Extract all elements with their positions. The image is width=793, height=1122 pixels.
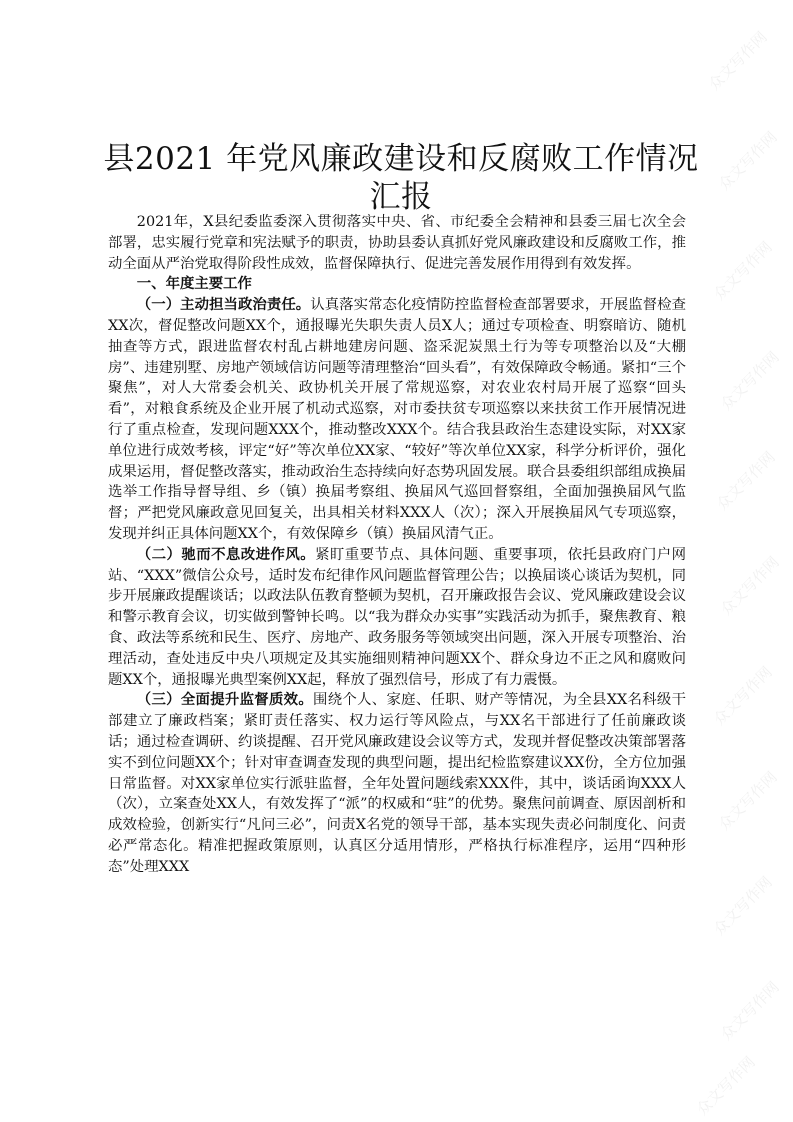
subsection-3-heading: （三）全面提升监督质效。 [136,691,314,709]
watermark-stamp: 众文写作网 [709,662,776,729]
subsection-2-heading: （二）驰而不息改进作风。 [136,545,316,563]
document-title: 县2021 年党风廉政建设和反腐败工作情况汇报 [103,141,699,215]
subsection-3 [108,690,686,877]
watermark-stamp: 众文写作网 [716,977,783,1044]
subsection-2 [108,545,686,691]
watermark-stamp: 众文写作网 [704,27,771,94]
subsection-1-text: 认真落实常态化疫情防控监督检查部署要求，开展监督检查XX次，督促整改问题XX个，通报曝光失职失责人员X人；通过专项检查、明察暗访、随机抽查等方式，跟进监督农村乱占耕地建房问题、盗采泥炭黑土行为等专项整治以及“大棚房”、违建别墅、房地产领域信访问题等清理整治“回头看”，有效保障政令畅通。紧扣“三个聚焦”，对人大常委会机关、政协机关开展了常规巡察，对农业农村局开展了巡察“回头看”，对粮食系统及企业开展了机动式巡察，对市委扶贫专项巡察以来扶贫工作开展情况进行了重点检查，发现问题XXX个，推动整改XXX个。结合我县政治生态建设实际，对XX家单位进行成效考核，评定“好”等次单位XX家、“较好”等次单位XX家，科学分析评价，强化成果运用，督促整改落实，推动政治生态持续向好态势巩固发展。联合县委组织部组成换届选举工作指导督导组、乡（镇）换届考察组、换届风气巡回督察组，全面加强换届风气监督；严把党风廉政意见回复关，出具相关材料XXX人（次）；深入开展换届风气专项巡察，发现并纠正具体问题XX个，有效保障乡（镇）换届风清气正。 [108,297,686,542]
subsection-3-text: 围绕个人、家庭、任职、财产等情况，为全县XX名科级干部建立了廉政档案；紧盯责任落实、权力运行等风险点，与XX名干部进行了任前廉政谈话；通过检查调研、约谈提醒、召开党风廉政建设会议等方式，发现并督促整改决策部署落实不到位问题XX个；针对审查调查发现的典型问题，提出纪检监察建议XX份，全方位加强日常监督。对XX家单位实行派驻监督，全年处置问题线索XXX件，其中，谈话函询XXX人（次），立案查处XX人，有效发挥了“派”的权威和“驻”的优势。聚焦问前调查、原因剖析和成效检验，创新实行“凡问三必”，问责X名党的领导干部，基本实现失责必问制度化、问责必严常态化。精准把握政策原则，认真区分适用情形，严格执行标准程序，运用“四种形态”处理XXX [108,692,686,875]
subsection-1-heading: （一）主动担当政治责任。 [136,296,311,314]
subsection-1 [108,295,686,545]
watermark-stamp: 众文写作网 [712,447,779,514]
watermark-stamp: 众文写作网 [716,552,783,619]
section-heading: 一、年度主要工作 [136,275,252,293]
document-body [108,212,686,878]
subsection-2-text: 紧盯重要节点、具体问题、重要事项，依托县政府门户网站、“XXX”微信公众号，适时发布纪律作风问题监督管理公告；以换届谈心谈话为契机，同步开展廉政提醒谈话；以政法队伍教育整顿为契机，召开廉政报告会议、党风廉政建设会议和警示教育会议，切实做到警钟长鸣。以“我为群众办实事”实践活动为抓手，聚焦教育、粮食、政法等系统和民生、医疗、房地产、政务服务等领域突出问题，深入开展专项整治、治理活动，查处违反中央八项规定及其实施细则精神问题XX个、群众身边不正之风和腐败问题XX个，通报曝光典型案例XX起，释放了强烈信号，形成了有力震慑。 [108,546,686,688]
watermark-stamp: 众文写作网 [709,237,776,304]
watermark-stamp: 众文写作网 [714,127,781,194]
intro-paragraph: 2021年，X县纪委监委深入贯彻落实中央、省、市纪委全会精神和县委三届七次全会部署，忠实履行党章和宪法赋予的职责，协助县委认真抓好党风廉政建设和反腐败工作，推动全面从严治党取得阶段性成效，监督保障执行、促进完善发展作用得到有效发挥。 [108,214,686,272]
watermark-stamp: 众文写作网 [714,767,781,834]
watermark-stamp: 众文写作网 [692,1052,759,1119]
watermark-stamp: 众文写作网 [716,347,783,414]
watermark-stamp: 众文写作网 [709,872,776,939]
